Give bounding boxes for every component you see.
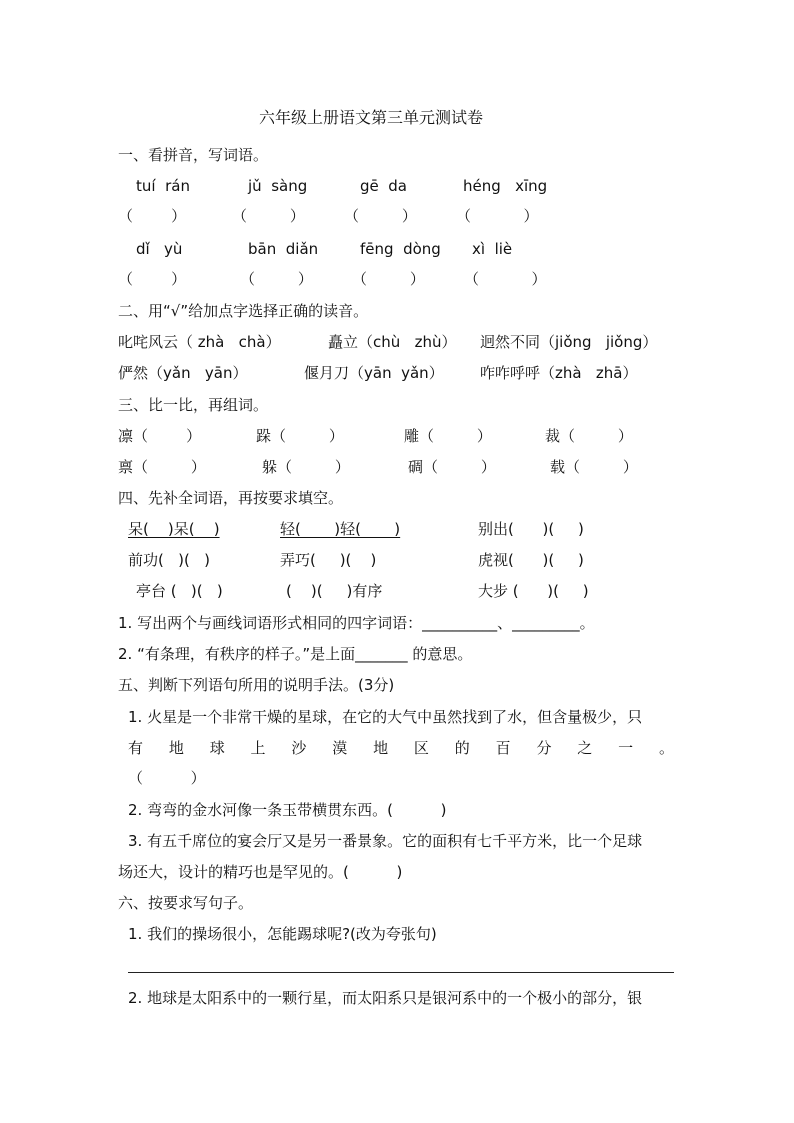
q5-1-char: 百 [495,739,511,757]
pinyin-1-1: tuí rán [136,177,190,195]
question-4-1[interactable]: 1. 写出两个与画线词语形式相同的四字词语：__________、_________。 [118,614,595,632]
pinyin-1-2: jǔ sàng [248,177,308,195]
compare-word-1[interactable]: 凛（ ） [118,427,202,445]
idiom-3[interactable]: 别出( )( ) [478,520,584,538]
idiom-7[interactable]: 亭台 ( )( ) [136,582,223,600]
reading-choice-1[interactable]: 叱咤风云（ zhà chà） [118,333,281,351]
reading-choice-3[interactable]: 迥然不同（jiǒng jiǒng） [480,333,658,351]
q5-1-char: 有 [128,739,144,757]
answer-paren-2-2[interactable]: （ ） [240,270,313,288]
answer-paren-5-1[interactable]: （ ） [128,769,206,787]
answer-paren-2-4[interactable]: （ ） [464,270,547,288]
question-5-3-line1: 3. 有五千席位的宴会厅又是另一番景象。它的面积有七千平方米，比一个足球 [128,832,643,850]
reading-choice-2[interactable]: 矗立（chù zhù） [328,333,457,351]
section-1-heading: 一、看拼音，写词语。 [118,146,269,164]
compare-word-8[interactable]: 载（ ） [550,458,638,476]
compare-word-3[interactable]: 雕（ ） [404,427,492,445]
answer-line-6-1[interactable] [128,972,674,973]
question-5-1-line2 [128,738,674,758]
answer-paren-2-1[interactable]: （ ） [118,270,187,288]
q5-1-char: 沙 [291,739,307,757]
q5-1-char: 。 [658,739,674,757]
idiom-underlined-2[interactable]: 轻( )轻( ) [280,520,401,538]
q5-1-char: 漠 [332,739,348,757]
q5-1-char: 球 [209,739,225,757]
page-title: 六年级上册语文第三单元测试卷 [259,108,484,127]
answer-paren-1-2[interactable]: （ ） [232,207,305,225]
q5-1-char: 区 [413,739,429,757]
question-6-1: 1. 我们的操场很小，怎能踢球呢?(改为夸张句) [128,925,437,943]
answer-paren-2-3[interactable]: （ ） [352,270,425,288]
compare-word-2[interactable]: 跺（ ） [256,427,344,445]
reading-choice-4[interactable]: 俨然（yǎn yān） [118,364,248,382]
section-5-heading: 五、判断下列语句所用的说明手法。(3分) [118,676,395,694]
section-2-heading: 二、用“√”给加点字选择正确的读音。 [118,302,369,320]
q5-1-char: 分 [536,739,552,757]
pinyin-2-3: fēng dòng [360,240,441,258]
question-5-2[interactable]: 2. 弯弯的金水河像一条玉带横贯东西。( ) [128,801,447,819]
answer-paren-1-3[interactable]: （ ） [344,207,417,225]
question-5-1-line1: 1. 火星是一个非常干燥的星球，在它的大气中虽然找到了水，但含量极少，只 [128,708,643,726]
reading-choice-6[interactable]: 咋咋呼呼（zhà zhā） [480,364,638,382]
idiom-underlined-1[interactable]: 呆( )呆( ) [128,520,220,538]
compare-word-7[interactable]: 碉（ ） [408,458,496,476]
compare-word-6[interactable]: 躲（ ） [262,458,350,476]
compare-word-4[interactable]: 裁（ ） [545,427,633,445]
q5-1-char: 的 [454,739,470,757]
q5-1-char: 一 [618,739,634,757]
idiom-9[interactable]: 大步 ( )( ) [478,582,589,600]
pinyin-2-1: dǐ yù [136,240,183,258]
answer-paren-1-1[interactable]: （ ） [118,207,187,225]
q5-1-char: 地 [168,739,184,757]
pinyin-1-3: gē da [360,177,407,195]
section-4-heading: 四、先补全词语，再按要求填空。 [118,489,344,507]
q5-1-char: 地 [373,739,389,757]
section-6-heading: 六、按要求写句子。 [118,894,254,912]
idiom-6[interactable]: 虎视( )( ) [478,551,584,569]
pinyin-1-4: héng xīng [463,177,548,195]
compare-word-5[interactable]: 禀（ ） [118,458,206,476]
pinyin-2-4: xì liè [472,240,513,258]
reading-choice-5[interactable]: 偃月刀（yān yǎn） [304,364,444,382]
pinyin-2-2: bān diǎn [248,240,319,258]
question-4-2[interactable]: 2. “有条理，有秩序的样子。”是上面_______ 的意思。 [118,645,473,663]
idiom-4[interactable]: 前功( )( ) [128,551,211,569]
q5-1-char: 之 [577,739,593,757]
idiom-8[interactable]: ( )( )有序 [286,582,383,600]
q5-1-char: 上 [250,739,266,757]
idiom-5[interactable]: 弄巧( )( ) [280,551,377,569]
section-3-heading: 三、比一比，再组词。 [118,396,269,414]
question-5-3-line2[interactable]: 场还大，设计的精巧也是罕见的。( ) [118,863,403,881]
question-6-2-line1: 2. 地球是太阳系中的一颗行星，而太阳系只是银河系中的一个极小的部分，银 [128,989,643,1007]
answer-paren-1-4[interactable]: （ ） [456,207,539,225]
